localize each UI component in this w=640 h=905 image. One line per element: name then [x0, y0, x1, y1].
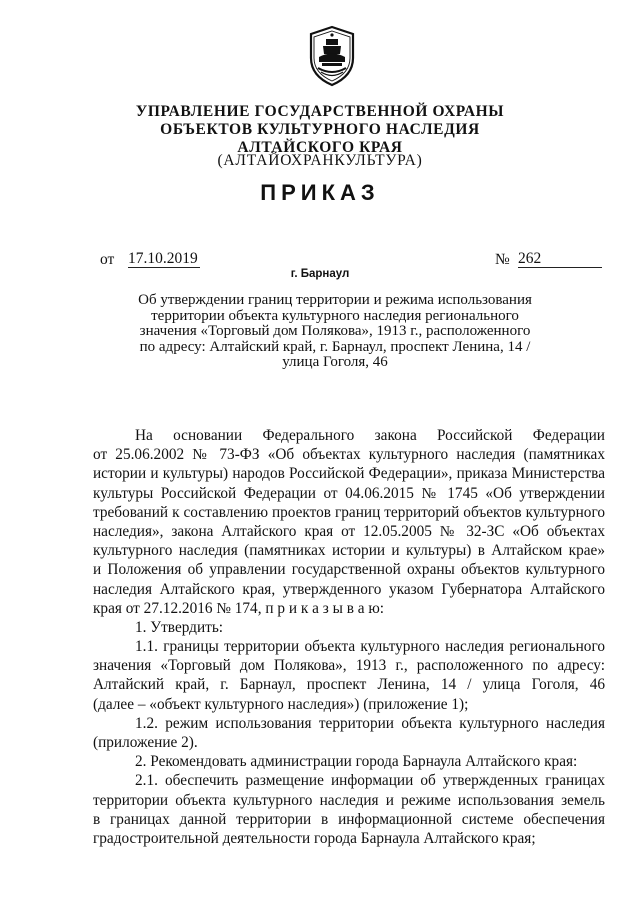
document-body — [93, 426, 605, 848]
coat-of-arms-emblem-icon — [305, 24, 359, 88]
body-line: (далее – «объект культурного наследия») (приложение 1); — [93, 695, 469, 713]
body-line: культурного наследия (памятниках истории и культуры) в Алтайском крае» — [93, 542, 605, 560]
document-title: ПРИКАЗ — [260, 180, 380, 205]
city-label: г. Барнаул — [290, 268, 350, 280]
body-line: градостроительной деятельности города Барнаула Алтайского края; — [93, 829, 536, 847]
body-item-1-2: 1.2. режим использования территории объекта культурного наследия — [135, 714, 605, 732]
subject-line: улица Гоголя, 46 — [282, 354, 388, 370]
body-line: и Положения об управлении государственной охраны объектов культурного — [93, 561, 605, 579]
body-item-1: 1. Утвердить: — [135, 618, 224, 636]
body-line: требований к составлению проектов границ территорий объектов культурного — [93, 503, 605, 521]
body-line: На основании Федерального закона Российской Федерации — [135, 427, 605, 444]
subject-line: значения «Торговый дом Полякова», 1913 г., расположенного — [139, 323, 531, 339]
org-name-line-2: ОБЪЕКТОВ КУЛЬТУРНОГО НАСЛЕДИЯ — [160, 121, 480, 138]
org-short-name: (АЛТАЙОХРАНКУЛЬТУРА) — [217, 152, 423, 169]
body-line: значения «Торговый дом Полякова», 1913 г., расположенного по адресу: — [93, 657, 605, 675]
body-line: в границах данной территории в информационной системе обеспечения — [93, 810, 605, 828]
document-date: 17.10.2019 — [128, 251, 200, 268]
document-subject — [130, 293, 540, 371]
date-label: от — [100, 251, 115, 268]
body-line: наследия», закона Алтайского края от 12.05.2005 № 32-ЗС «Об объектах — [93, 522, 605, 540]
body-line: от 25.06.2002 № 73-ФЗ «Об объектах культурного наследия (памятниках — [93, 446, 605, 464]
org-name-line-1: УПРАВЛЕНИЕ ГОСУДАРСТВЕННОЙ ОХРАНЫ — [135, 103, 505, 120]
body-line: края от 27.12.2016 № 174, п р и к а з ы в а ю: — [93, 599, 385, 617]
body-item-1-1: 1.1. границы территории объекта культурного наследия регионального — [135, 638, 605, 656]
body-line: территории объекта культурного наследия и режиме использования земель — [93, 791, 605, 809]
number-label: № — [495, 251, 510, 268]
body-line: (приложение 2). — [93, 734, 198, 751]
body-item-2-1: 2.1. обеспечить размещение информации об утвержденных границах — [135, 772, 605, 790]
subject-line: Об утверждении границ территории и режима использования — [138, 292, 532, 308]
document-number: 262 — [518, 251, 602, 268]
body-line: Алтайский край, г. Барнаул, проспект Ленина, 14 / улица Гоголя, 46 — [93, 676, 605, 694]
subject-line: по адресу: Алтайский край, г. Барнаул, проспект Ленина, 14 / — [139, 338, 531, 355]
body-line: истории и культуры) народов Российской Федерации», приказа Министерства — [93, 465, 605, 483]
body-item-2: 2. Рекомендовать администрации города Барнаула Алтайского края: — [135, 753, 578, 771]
org-name-line-3: АЛТАЙСКОГО КРАЯ — [237, 139, 403, 156]
body-line: наследия Алтайского края, утвержденного указом Губернатора Алтайского — [93, 580, 605, 598]
body-line: культуры Российской Федерации от 04.06.2015 № 1745 «Об утверждении — [93, 484, 605, 502]
subject-line: территории объекта культурного наследия регионального — [151, 307, 519, 324]
